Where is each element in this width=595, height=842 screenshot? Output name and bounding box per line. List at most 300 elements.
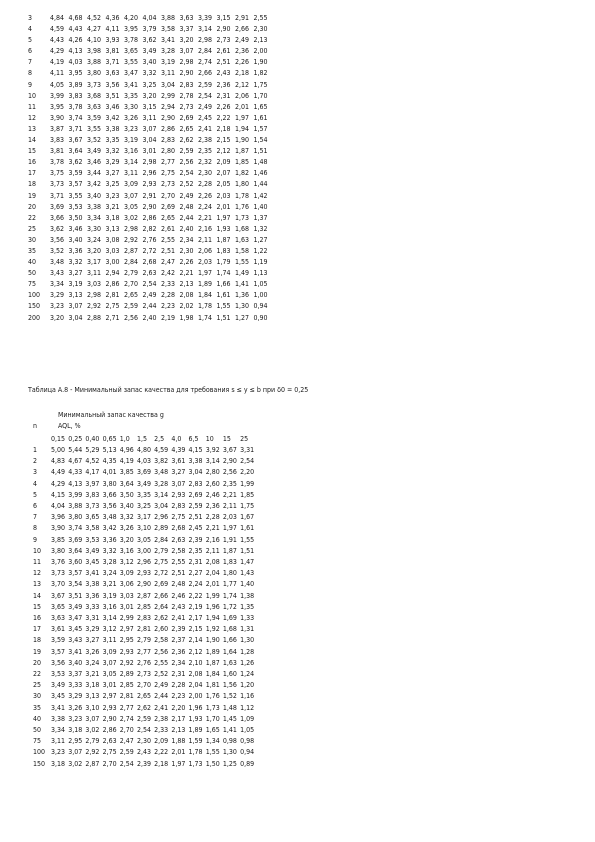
table-row bbox=[33, 456, 257, 467]
value-cell: 2,63 bbox=[171, 535, 186, 544]
value-cell: 3,37 bbox=[179, 25, 194, 34]
value-cell: 1,55 bbox=[240, 535, 255, 544]
value-cell: 3,26 bbox=[124, 113, 139, 122]
value-cell: 2,13 bbox=[171, 726, 186, 735]
value-cell: 1,84 bbox=[205, 670, 220, 679]
value-cell: 5,44 bbox=[68, 446, 83, 454]
value-cell: 1,76 bbox=[235, 202, 250, 211]
value-cell: 2,98 bbox=[179, 58, 194, 67]
value-cell: 3,40 bbox=[87, 191, 102, 200]
value-cell: 3,48 bbox=[50, 258, 65, 267]
value-cell: 4,10 bbox=[87, 36, 102, 45]
value-cell: 3,71 bbox=[68, 124, 83, 133]
value-cell: 3,59 bbox=[51, 636, 66, 645]
value-cell: 2,24 bbox=[188, 580, 203, 589]
value-cell: 4,03 bbox=[136, 457, 151, 466]
table-row bbox=[33, 535, 257, 546]
value-cell: 1,97 bbox=[198, 269, 213, 278]
value-cell: 3,88 bbox=[87, 58, 102, 67]
value-cell: 2,94 bbox=[161, 102, 176, 111]
value-cell: 1,81 bbox=[205, 681, 220, 690]
value-cell: 3,49 bbox=[68, 602, 83, 611]
value-cell: 1,33 bbox=[240, 614, 255, 623]
value-cell: 3,25 bbox=[142, 80, 157, 89]
row-n-cell: 14 bbox=[28, 136, 37, 145]
row-n-cell: 22 bbox=[33, 670, 42, 679]
value-cell: 2,33 bbox=[161, 280, 176, 289]
value-cell: 1,93 bbox=[216, 224, 231, 233]
value-cell: 3,83 bbox=[85, 490, 100, 499]
value-cell: 3,33 bbox=[68, 681, 83, 690]
value-cell: 1,84 bbox=[198, 291, 213, 300]
row-n-cell: 12 bbox=[33, 569, 42, 578]
row-n-cell: 20 bbox=[33, 658, 42, 667]
table-row bbox=[28, 46, 272, 57]
value-cell: 3,90 bbox=[51, 524, 66, 533]
row-n-cell: 2 bbox=[33, 457, 38, 466]
value-cell: 1,74 bbox=[222, 591, 237, 600]
value-cell: 2,72 bbox=[154, 569, 169, 578]
value-cell: 3,38 bbox=[51, 714, 66, 723]
value-cell: 3,41 bbox=[124, 80, 139, 89]
value-cell: 1,98 bbox=[179, 313, 194, 322]
table-row bbox=[28, 24, 272, 35]
value-cell: 3,98 bbox=[87, 47, 102, 56]
value-cell: 3,24 bbox=[87, 235, 102, 244]
value-cell: 3,62 bbox=[142, 36, 157, 45]
value-cell: 1,66 bbox=[222, 636, 237, 645]
value-cell: 3,48 bbox=[102, 513, 117, 522]
value-cell: 3,00 bbox=[136, 546, 151, 555]
value-cell: 1,65 bbox=[253, 102, 268, 111]
value-cell: 2,90 bbox=[161, 113, 176, 122]
table-row bbox=[33, 635, 257, 646]
aql-header-cell: 15 bbox=[222, 435, 231, 443]
value-cell: 3,34 bbox=[50, 280, 65, 289]
value-cell: 1,55 bbox=[216, 302, 231, 311]
value-cell: 2,11 bbox=[222, 502, 237, 511]
value-cell: 1,92 bbox=[205, 625, 220, 634]
value-cell: 2,93 bbox=[142, 180, 157, 189]
value-cell: 1,99 bbox=[205, 591, 220, 600]
value-cell: 1,30 bbox=[240, 636, 255, 645]
value-cell: 2,73 bbox=[136, 670, 151, 679]
value-cell: 3,67 bbox=[51, 591, 66, 600]
value-cell: 3,65 bbox=[124, 47, 139, 56]
value-cell: 1,41 bbox=[235, 280, 250, 289]
table-row bbox=[33, 579, 257, 590]
value-cell: 2,23 bbox=[161, 302, 176, 311]
row-n-cell: 9 bbox=[33, 535, 38, 544]
value-cell: 2,18 bbox=[235, 69, 250, 78]
value-cell: 3,18 bbox=[68, 726, 83, 735]
value-cell: 2,63 bbox=[142, 269, 157, 278]
value-cell: 3,47 bbox=[124, 69, 139, 78]
value-cell: 2,03 bbox=[198, 258, 213, 267]
value-cell: 3,49 bbox=[136, 479, 151, 488]
value-cell: 2,82 bbox=[142, 224, 157, 233]
value-cell: 3,54 bbox=[68, 580, 83, 589]
value-cell: 4,19 bbox=[119, 457, 134, 466]
row-n-cell: 100 bbox=[33, 748, 46, 757]
value-cell: 3,71 bbox=[50, 191, 65, 200]
value-cell: 1,51 bbox=[216, 313, 231, 322]
value-cell: 1,93 bbox=[188, 714, 203, 723]
value-cell: 3,07 bbox=[171, 479, 186, 488]
value-cell: 2,93 bbox=[119, 647, 134, 656]
value-cell: 1,78 bbox=[188, 748, 203, 757]
table-row bbox=[28, 279, 272, 290]
value-cell: 1,97 bbox=[222, 524, 237, 533]
value-cell: 3,23 bbox=[51, 748, 66, 757]
value-cell: 3,41 bbox=[68, 647, 83, 656]
value-cell: 2,39 bbox=[136, 759, 151, 768]
value-cell: 2,68 bbox=[142, 258, 157, 267]
value-cell: 2,45 bbox=[188, 524, 203, 533]
value-cell: 3,95 bbox=[50, 102, 65, 111]
value-cell: 1,64 bbox=[222, 647, 237, 656]
value-cell: 2,38 bbox=[198, 136, 213, 145]
value-cell: 3,19 bbox=[124, 136, 139, 145]
value-cell: 2,56 bbox=[154, 647, 169, 656]
value-cell: 4,13 bbox=[68, 479, 83, 488]
value-cell: 3,74 bbox=[68, 113, 83, 122]
value-cell: 3,07 bbox=[124, 191, 139, 200]
value-cell: 1,27 bbox=[253, 235, 268, 244]
value-cell: 3,56 bbox=[51, 658, 66, 667]
aql-header-cell: 0,15 bbox=[51, 435, 66, 443]
value-cell: 2,97 bbox=[119, 625, 134, 634]
value-cell: 2,36 bbox=[216, 80, 231, 89]
row-n-cell: 19 bbox=[28, 191, 37, 200]
value-cell: 3,59 bbox=[87, 113, 102, 122]
value-cell: 2,71 bbox=[105, 313, 120, 322]
value-cell: 2,59 bbox=[136, 714, 151, 723]
value-cell: 2,65 bbox=[124, 291, 139, 300]
value-cell: 3,53 bbox=[85, 535, 100, 544]
value-cell: 3,23 bbox=[68, 714, 83, 723]
value-cell: 2,55 bbox=[253, 14, 268, 22]
value-cell: 1,13 bbox=[253, 269, 268, 278]
value-cell: 3,24 bbox=[85, 658, 100, 667]
value-cell: 2,08 bbox=[205, 558, 220, 567]
row-n-cell: 75 bbox=[33, 737, 42, 746]
value-cell: 1,72 bbox=[222, 602, 237, 611]
row-n-cell: 35 bbox=[28, 246, 37, 255]
value-cell: 3,65 bbox=[85, 513, 100, 522]
value-cell: 3,35 bbox=[124, 91, 139, 100]
value-cell: 2,31 bbox=[216, 91, 231, 100]
value-cell: 2,92 bbox=[119, 658, 134, 667]
value-cell: 2,59 bbox=[124, 302, 139, 311]
value-cell: 2,83 bbox=[179, 80, 194, 89]
value-cell: 1,20 bbox=[240, 681, 255, 690]
value-cell: 3,14 bbox=[198, 25, 213, 34]
value-cell: 2,12 bbox=[188, 647, 203, 656]
value-cell: 2,26 bbox=[179, 258, 194, 267]
value-cell: 2,54 bbox=[136, 726, 151, 735]
value-cell: 1,83 bbox=[216, 246, 231, 255]
value-cell: 3,80 bbox=[87, 69, 102, 78]
value-cell: 3,85 bbox=[51, 535, 66, 544]
value-cell: 1,51 bbox=[253, 147, 268, 156]
value-cell: 1,05 bbox=[240, 726, 255, 735]
value-cell: 3,33 bbox=[85, 602, 100, 611]
value-cell: 4,29 bbox=[51, 479, 66, 488]
value-cell: 2,56 bbox=[222, 468, 237, 477]
value-cell: 2,01 bbox=[171, 748, 186, 757]
value-cell: 2,52 bbox=[154, 670, 169, 679]
value-cell: 2,41 bbox=[171, 614, 186, 623]
row-n-cell: 19 bbox=[33, 647, 42, 656]
value-cell: 2,52 bbox=[179, 180, 194, 189]
value-cell: 3,74 bbox=[68, 524, 83, 533]
value-cell: 3,19 bbox=[102, 591, 117, 600]
value-cell: 1,40 bbox=[240, 580, 255, 589]
value-cell: 2,20 bbox=[240, 468, 255, 477]
value-cell: 4,13 bbox=[68, 47, 83, 56]
value-cell: 3,15 bbox=[216, 14, 231, 22]
value-cell: 2,48 bbox=[171, 580, 186, 589]
value-cell: 1,63 bbox=[222, 658, 237, 667]
value-cell: 3,19 bbox=[161, 58, 176, 67]
value-cell: 2,76 bbox=[142, 235, 157, 244]
table-row bbox=[28, 124, 272, 135]
value-cell: 0,94 bbox=[253, 302, 268, 311]
value-cell: 3,10 bbox=[136, 524, 151, 533]
value-cell: 3,30 bbox=[124, 102, 139, 111]
value-cell: 1,94 bbox=[205, 614, 220, 623]
value-cell: 3,96 bbox=[51, 513, 66, 522]
value-cell: 3,34 bbox=[51, 726, 66, 735]
value-cell: 1,68 bbox=[235, 224, 250, 233]
value-cell: 2,75 bbox=[161, 169, 176, 178]
value-cell: 1,74 bbox=[216, 269, 231, 278]
table-row bbox=[28, 13, 272, 24]
value-cell: 0,89 bbox=[240, 759, 255, 768]
value-cell: 2,91 bbox=[235, 14, 250, 22]
value-cell: 1,51 bbox=[240, 546, 255, 555]
value-cell: 3,70 bbox=[51, 580, 66, 589]
table-row bbox=[28, 102, 272, 113]
value-cell: 3,35 bbox=[136, 490, 151, 499]
value-cell: 2,99 bbox=[119, 614, 134, 623]
value-cell: 2,22 bbox=[154, 748, 169, 757]
value-cell: 2,96 bbox=[136, 558, 151, 567]
value-cell: 3,49 bbox=[87, 147, 102, 156]
value-cell: 3,97 bbox=[85, 479, 100, 488]
value-cell: 2,90 bbox=[142, 202, 157, 211]
value-cell: 2,56 bbox=[124, 313, 139, 322]
value-cell: 3,04 bbox=[68, 313, 83, 322]
value-cell: 3,38 bbox=[188, 457, 203, 466]
table-row bbox=[33, 479, 257, 490]
aql-header-cell: 0,65 bbox=[102, 435, 117, 443]
value-cell: 2,51 bbox=[161, 246, 176, 255]
value-cell: 3,79 bbox=[142, 25, 157, 34]
value-cell: 2,87 bbox=[85, 759, 100, 768]
value-cell: 2,77 bbox=[136, 647, 151, 656]
value-cell: 2,21 bbox=[198, 213, 213, 222]
value-cell: 3,64 bbox=[119, 479, 134, 488]
value-cell: 1,97 bbox=[235, 113, 250, 122]
value-cell: 2,92 bbox=[124, 235, 139, 244]
value-cell: 1,47 bbox=[240, 558, 255, 567]
value-cell: 1,89 bbox=[205, 647, 220, 656]
aql-header-cell: 1,5 bbox=[136, 435, 147, 443]
value-cell: 4,15 bbox=[51, 490, 66, 499]
value-cell: 3,35 bbox=[105, 136, 120, 145]
row-n-cell: 50 bbox=[28, 269, 37, 278]
value-cell: 3,01 bbox=[102, 681, 117, 690]
value-cell: 3,61 bbox=[51, 625, 66, 634]
value-cell: 1,89 bbox=[188, 726, 203, 735]
value-cell: 3,17 bbox=[136, 513, 151, 522]
value-cell: 4,80 bbox=[136, 446, 151, 454]
value-cell: 3,14 bbox=[205, 457, 220, 466]
value-cell: 4,05 bbox=[50, 80, 65, 89]
value-cell: 2,49 bbox=[179, 191, 194, 200]
value-cell: 4,43 bbox=[68, 25, 83, 34]
value-cell: 3,04 bbox=[142, 136, 157, 145]
value-cell: 4,36 bbox=[105, 14, 120, 22]
table-row bbox=[33, 714, 257, 725]
value-cell: 2,96 bbox=[154, 513, 169, 522]
value-cell: 2,19 bbox=[161, 313, 176, 322]
value-cell: 1,43 bbox=[240, 569, 255, 578]
value-cell: 3,21 bbox=[102, 580, 117, 589]
value-cell: 2,23 bbox=[171, 692, 186, 701]
table-row bbox=[33, 736, 257, 747]
value-cell: 2,65 bbox=[136, 692, 151, 701]
value-cell: 3,07 bbox=[142, 124, 157, 133]
value-cell: 2,42 bbox=[161, 269, 176, 278]
value-cell: 3,03 bbox=[87, 280, 102, 289]
row-n-cell: 5 bbox=[28, 36, 33, 45]
table-row bbox=[28, 246, 272, 257]
value-cell: 2,73 bbox=[161, 180, 176, 189]
value-cell: 4,03 bbox=[68, 58, 83, 67]
table-row bbox=[33, 647, 257, 658]
value-cell: 3,45 bbox=[85, 558, 100, 567]
value-cell: 3,49 bbox=[51, 681, 66, 690]
value-cell: 1,40 bbox=[253, 202, 268, 211]
value-cell: 5,13 bbox=[102, 446, 117, 454]
value-cell: 3,80 bbox=[51, 546, 66, 555]
value-cell: 3,07 bbox=[68, 748, 83, 757]
value-cell: 2,35 bbox=[222, 479, 237, 488]
value-cell: 2,86 bbox=[102, 726, 117, 735]
row-n-cell: 20 bbox=[28, 202, 37, 211]
value-cell: 3,90 bbox=[50, 113, 65, 122]
table-caption: Таблица А.8 - Минимальный запас качества для требования s ≤ y ≤ b при δ0 = 0,25 bbox=[28, 386, 309, 394]
value-cell: 3,27 bbox=[85, 636, 100, 645]
row-n-cell: 17 bbox=[28, 169, 37, 178]
table-row bbox=[33, 725, 257, 736]
value-cell: 2,55 bbox=[161, 235, 176, 244]
value-cell: 3,46 bbox=[87, 158, 102, 167]
value-cell: 3,56 bbox=[105, 80, 120, 89]
value-cell: 2,90 bbox=[216, 25, 231, 34]
value-cell: 4,15 bbox=[188, 446, 203, 454]
value-cell: 3,38 bbox=[87, 202, 102, 211]
value-cell: 3,71 bbox=[105, 58, 120, 67]
value-cell: 4,35 bbox=[102, 457, 117, 466]
value-cell: 3,27 bbox=[68, 269, 83, 278]
value-cell: 1,74 bbox=[198, 313, 213, 322]
value-cell: 2,38 bbox=[154, 714, 169, 723]
value-cell: 3,73 bbox=[51, 569, 66, 578]
value-cell: 3,66 bbox=[102, 490, 117, 499]
value-cell: 2,93 bbox=[171, 490, 186, 499]
value-cell: 3,48 bbox=[154, 468, 169, 477]
value-cell: 2,31 bbox=[188, 558, 203, 567]
value-cell: 1,87 bbox=[222, 546, 237, 555]
value-cell: 2,06 bbox=[235, 91, 250, 100]
value-cell: 4,11 bbox=[50, 69, 65, 78]
value-cell: 2,06 bbox=[198, 246, 213, 255]
value-cell: 3,36 bbox=[68, 246, 83, 255]
value-cell: 2,49 bbox=[235, 36, 250, 45]
value-cell: 2,13 bbox=[253, 36, 268, 45]
value-cell: 2,30 bbox=[198, 169, 213, 178]
value-cell: 1,28 bbox=[240, 647, 255, 656]
value-cell: 2,46 bbox=[205, 490, 220, 499]
value-cell: 2,39 bbox=[188, 535, 203, 544]
value-cell: 1,61 bbox=[240, 524, 255, 533]
row-n-cell: 9 bbox=[28, 80, 33, 89]
value-cell: 2,75 bbox=[105, 302, 120, 311]
value-cell: 0,94 bbox=[240, 748, 255, 757]
value-cell: 2,36 bbox=[235, 47, 250, 56]
value-cell: 2,87 bbox=[124, 246, 139, 255]
value-cell: 2,04 bbox=[188, 681, 203, 690]
row-n-cell: 3 bbox=[33, 468, 38, 477]
table-row bbox=[28, 301, 272, 312]
value-cell: 2,65 bbox=[179, 124, 194, 133]
value-cell: 1,27 bbox=[235, 313, 250, 322]
value-cell: 3,69 bbox=[68, 535, 83, 544]
value-cell: 2,66 bbox=[198, 69, 213, 78]
value-cell: 2,51 bbox=[171, 569, 186, 578]
value-cell: 2,98 bbox=[198, 36, 213, 45]
value-cell: 2,79 bbox=[154, 546, 169, 555]
table-row bbox=[33, 747, 257, 758]
table-row bbox=[28, 168, 272, 179]
value-cell: 3,63 bbox=[51, 614, 66, 623]
value-cell: 3,85 bbox=[119, 468, 134, 477]
table-row bbox=[28, 268, 272, 279]
aql-header-cell: 4,0 bbox=[171, 435, 182, 443]
value-cell: 1,83 bbox=[222, 558, 237, 567]
value-cell: 3,32 bbox=[105, 147, 120, 156]
value-cell: 3,40 bbox=[142, 58, 157, 67]
value-cell: 2,30 bbox=[179, 246, 194, 255]
value-cell: 2,69 bbox=[188, 490, 203, 499]
row-n-cell: 12 bbox=[28, 113, 37, 122]
value-cell: 2,70 bbox=[124, 280, 139, 289]
table-row bbox=[28, 57, 272, 68]
value-cell: 3,39 bbox=[198, 14, 213, 22]
value-cell: 1,48 bbox=[222, 703, 237, 712]
row-n-cell: 3 bbox=[28, 14, 33, 22]
value-cell: 3,53 bbox=[68, 202, 83, 211]
value-cell: 2,36 bbox=[171, 647, 186, 656]
row-n-cell: 17 bbox=[33, 625, 42, 634]
value-cell: 2,86 bbox=[105, 280, 120, 289]
value-cell: 2,98 bbox=[124, 224, 139, 233]
value-cell: 0,98 bbox=[240, 737, 255, 746]
